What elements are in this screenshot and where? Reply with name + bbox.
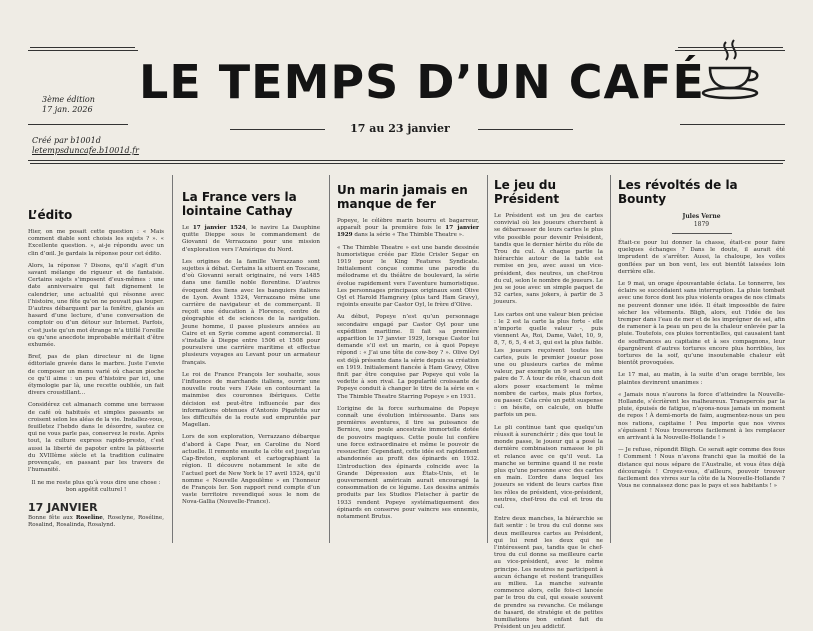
bounty-author: Jules Verne bbox=[682, 213, 721, 220]
edition-info bbox=[42, 95, 95, 115]
name-day-name: Roseline bbox=[75, 515, 103, 522]
marin-paragraph: L’origine de la force surhumaine de Popeye connaît une évolution intéressante. Dans ses premières aventures, il tire sa puissance de Bernice, une poule ancestrale immortelle dotée de pouvoirs magiques. Cette poule lui confère une force extraordinaire et même le pouvoir de ressusciter. Cependant, cette idée est rapidement abandonnée au profit des épinards en 1932. L’introduction des épinards coïncide avec la Grande Dépression aux États-Unis, et le gouvernement américain aurait encouragé la consommation de ce légume. Les dessins animés produits par les Studios Fleischer à partir de 1933 rendent Popeye systématiquement des épinards en conserve pour vaincre ses ennemis, notamment Brutus. bbox=[337, 405, 479, 520]
president-paragraph: Le pli continue tant que quelqu’un réussit à surenchérir ; dès que tout le monde passe, le joueur qui a posé la dernière combinaison ramasse le pli et relance avec ce qu’il veut. La manche se termine quand il ne reste plus qu’une personne avec des cartes en main. L’ordre dans lequel les joueurs se vident de leurs cartes fixe les rôles de président, vice-président, neutres, chef-trou du cul et trou du cul. bbox=[494, 424, 603, 510]
name-day-rest: , Roselyne, Roséline, Rosalind, Rosalinda, Rosalynd. bbox=[28, 515, 164, 529]
marin-paragraph: Au début, Popeye n’est qu’un personnage secondaire engagé par Castor Oyl pour une expédition maritime. Il fait sa première apparition le 17 janvier 1929, lorsque Castor lui demande s’il est un marin, ce à quoi Popeye répond : « J’ai une tête de cow-boy ? ». Olive Oyl est déjà présente dans la série depuis sa création en 1919. Initialement fiancée à Ham Gravy, Olive finit par être conquise par Popeye qui vole la vedette à son rival. La popularité croissante de Popeye conduit à changer le titre de la série en « The Thimble Theatre Starring Popeye » en 1931. bbox=[337, 314, 479, 400]
president-heading: Le jeu du Président bbox=[494, 178, 560, 206]
column-divider-2 bbox=[329, 175, 330, 543]
mast-bottom-rule-2 bbox=[30, 163, 783, 164]
cathay-paragraph: Lors de son exploration, Verrazzano débarque d’abord à Cape Fear, en Caroline du Nord actuelle. Il remonte ensuite la côte est jusqu’au Cap-Breton, explorant et cartographiant la région. Il découvre notamment le site de l’actuel port de New York le 17 avril 1524, qu’il nomme « Nouvelle Angoulême » en l’honneur de François Ier. Son rapport rend compte d’un vaste territoire revendiqué sous le nom de Nova-Gallia (Nouvelle-France). bbox=[182, 434, 320, 506]
edito-paragraph: Considérez cet almanach comme une terrasse de café où habitués et simples passants se croisent selon les aléas de la vie. Installez-vous, feuilletez l’hebdo dans le désordre, sautez ce qui ne vous parle pas, conservez le reste. Après tout, la culture express rapido-presto, c’est aussi la liberté de papoter entre la pâtisserie du XVIIIème siècle et la tradition culinaire provençale, en passant par les travers de l’humanité. bbox=[28, 402, 164, 474]
column-divider-3 bbox=[487, 175, 488, 543]
page-title: LE TEMPS D’UN CAFÉ bbox=[139, 55, 705, 109]
cathay-lead-rest: , le navire La Dauphine quitte Dieppe sous le commandement de Giovanni de Verrazzano pour une mission d’exploration vers l’Amérique du Nord. bbox=[182, 225, 320, 253]
edito-paragraph: Bref, pas de plan directeur ni de ligne éditoriale gravée dans le marbre. Juste l’envie de composer un menu varié où chacun pioche ce qu’il aime : un peu d’histoire par ici, une étymologie par là, une recette oubliée, un fait divers croustillant… bbox=[28, 354, 164, 397]
edito-paragraph: Alors, la réponse ? Disons, qu’il s’agit d’un savant mélange de rigueur et de fantaisie. Certains sujets s’imposent d’eux-mêmes : une date anniversaire qui fait dignement le calendrier, une actualité qui résonne avec l’histoire, une fête qu’on ne pouvait pas louper. D’autres débarquent par la fenêtre, glanés au hasard d’une lecture, d’une conversation de comptoir ou d’un détour sur Internet. Parfois, c’est juste qu’un mot étrange m’a titillé l’oreille ou qu’une anecdote improbable méritait d’être exhumée. bbox=[28, 262, 164, 349]
marin-heading: Un marin jamais en manque de fer bbox=[337, 183, 468, 211]
mast-bottom-rule bbox=[28, 160, 785, 161]
bounty-separator bbox=[672, 233, 732, 234]
top-rule-right bbox=[678, 47, 783, 48]
cathay-paragraph: Le roi de France François Ier souhaite, sous l’influence de marchands italiens, ouvrir une nouvelle route vers l’Asie en contournant la mainmise des couronnes ibériques. Cette décision est peut-être influencée par des informations obtenues d’Antonio Pigafetta sur les difficultés de la route sud empruntée par Magellan. bbox=[182, 371, 320, 429]
site-link[interactable]: letempsduncafe.b1001d.fr bbox=[32, 146, 139, 155]
marin-paragraph: « The Thimble Theatre » est une bande dessinée humoristique créée par Elzie Crisler Segar en 1919 pour le King Features Syndicate. Initialement conçue comme une parodie du mélodrame et du théâtre de boulevard, la série évolue rapidement vers l’aventure humoristique. Les personnages principaux originaux sont Olive Oyl et Harold Hamgravy (plus tard Ham Gravy), rejoints ensuite par Castor Oyl, le frère d’Olive. bbox=[337, 244, 479, 309]
cathay-heading: La France vers la lointaine Cathay bbox=[182, 190, 297, 218]
cathay-paragraph: Les origines de la famille Verrazzano sont sujettes à débat. Certains la situent en Toscane, d’où Giovanni serait originaire, né vers 1485 dans une famille noble florentine. D’autres évoquent des liens avec les banquiers italiens de Lyon. Avant 1524, Verrazzano mène une carrière de navigateur et de commerçant. Il reçoit une éducation à Florence, centre de géographie et de sciences de la navigation. Jeune homme, il passe plusieurs années au Caire et en Syrie comme agent commercial. Il s’installe à Dieppe entre 1506 et 1508 pour poursuivre une carrière maritime et effectue plusieurs voyages au Levant pour un armateur français. bbox=[182, 258, 320, 366]
bounty-year: 1879 bbox=[693, 221, 710, 228]
side-rule-right bbox=[680, 124, 785, 125]
cathay-date: 17 janvier 1524 bbox=[192, 225, 246, 231]
marin-lead-rest: dans la série « The Thimble Theatre ». bbox=[352, 232, 464, 239]
edition-number: 3ème édition bbox=[42, 95, 95, 104]
side-rule-left bbox=[28, 124, 128, 125]
cathay-lead: Le bbox=[182, 225, 193, 231]
top-rule-left-2 bbox=[28, 50, 138, 51]
bounty-paragraph: Était-ce pour lui donner la chasse, était-ce pour faire quelques échanges ? Dans le doute, il aurait été imprudent de s’arrêter. Aussi, la chaloupe, les voiles gonflées par un bon vent, les eut bientôt laissées loin derrière elle. bbox=[618, 240, 785, 275]
edito-heading: L’édito bbox=[28, 208, 73, 222]
column-divider-4 bbox=[610, 175, 611, 543]
president-paragraph: Entre deux manches, la hiérarchie se fait sentir : le trou du cul donne ses deux meilleures cartes au Président, qui lui rend les deux qui ne l’intéressent pas, tandis que le chef-trou du cul donne sa meilleure carte au vice-président, avec le même principe. Les neutres ne participent à aucun échange et restent tranquilles au milieu. La manche suivante commence alors, celle fois-ci lancée par le trou du cul, qui essaie souvent de prendre sa revanche. Ce mélange de hasard, de stratégie et de petites humiliations bon enfant fait du Président un jeu addictif. bbox=[494, 516, 603, 631]
bounty-heading: Les révoltés de la Bounty bbox=[618, 178, 738, 206]
day-heading: 17 JANVIER bbox=[28, 500, 98, 514]
issue-dates: 17 au 23 janvier bbox=[350, 122, 450, 135]
date-rule-left bbox=[230, 129, 325, 130]
bounty-paragraph: Le 17 mai, au matin, à la suite d’un orage terrible, les plaintes devinrent unanimes : bbox=[618, 372, 785, 386]
top-rule-left bbox=[30, 47, 135, 48]
column-divider-1 bbox=[172, 175, 173, 543]
name-day bbox=[28, 515, 164, 529]
edito-paragraph: Hier, on me posait cette question : « Mais comment diable sont choisis les sujets ? ». « Excellente question. », ai-je répondu avec un clin d’œil. Je gardais la réponse pour cet édito. bbox=[28, 229, 164, 257]
bounty-paragraph: Le 9 mai, un orage épouvantable éclata. Le tonnerre, les éclairs se succédaient sans interruption. La pluie tombait avec une force dont les plus violents orages de nos climats ne peuvent donner une idée. Il était impossible de faire sécher les vêtements. Bligh, alors, eut l’idée de les tremper dans l’eau de mer et de les imprégner de sel, afin de ramener à la peau un peu de la chaleur enlevée par la pluie. Toutefois, ces pluies torrentielles, qui causaient tant de souffrances au capitaine et à ses compagnons, leur épargnèrent d’autres tortures encore plus horribles, les tortures de la soif, qu’une insoutenable chaleur eût bientôt provoquées. bbox=[618, 281, 785, 367]
name-day-lead: Bonne fête aux bbox=[28, 515, 76, 522]
marin-column bbox=[337, 183, 479, 543]
credit-author: Créé par b1001d bbox=[32, 136, 101, 145]
cathay-paragraph bbox=[182, 225, 320, 254]
president-paragraph: Les cartes ont une valeur bien précise : le 2 est la carte la plus forte - elle n’importe quelle valeur -, puis viennent As, Roi, Dame, Valet, 10, 9, 8, 7, 6, 5, 4 et 3, qui est la plus faible. Les joueurs reçoivent toutes les cartes, puis le premier joueur pose une ou plusieurs cartes de même valeur, par exemple un 9 seul ou une paire de 7. À tour de rôle, chacun doit alors poser exactement le même nombre de cartes, mais plus fortes, ou passer. Cela crée un petit suspense : on hésite, on calcule, on bluffe parfois un peu. bbox=[494, 311, 603, 419]
edition-date: 17 jan. 2026 bbox=[42, 105, 93, 114]
bounty-paragraph: — Je refuse, répondit Bligh. Ce serait agir comme des fous ! Comment ! Nous n’avons franchi que la moitié de la distance qui nous sépare de l’Australie, et vous êtes déjà découragés ! Croyez-vous, d’ailleurs, pouvoir trouver facilement des vivres sur la côte de la Nouvelle-Hollande ? Vous ne connaissez donc pas le pays et ses habitants ! » bbox=[618, 447, 785, 490]
marin-lead: Popeye, le célèbre marin bourru et bagarreur, apparaît pour la première fois le bbox=[337, 218, 479, 232]
president-paragraph: Le Président est un jeu de cartes convivial où les joueurs cherchent à se débarrasser de leurs cartes le plus vite possible pour devenir Président, tandis que le dernier hérite du rôle de Trou du cul. À chaque partie la hiérarchie autour de la table est remise en jeu, avec aussi un vice-président, des neutres, un chef-trou du cul, selon le nombre de joueurs. Le jeu se joue avec un simple paquet de 52 cartes, sans jokers, à partir de 3 joueurs. bbox=[494, 213, 603, 306]
president-column bbox=[494, 178, 603, 631]
cathay-column bbox=[182, 190, 320, 543]
edito-closing: Il ne me reste plus qu’à vous dire une chose : bon appétit culturel ! bbox=[31, 479, 161, 493]
marin-paragraph bbox=[337, 218, 479, 240]
bounty-column bbox=[618, 178, 785, 543]
date-rule-right bbox=[478, 129, 573, 130]
edito-column bbox=[28, 208, 164, 543]
top-rule-right-2 bbox=[675, 50, 785, 51]
bounty-paragraph: « Jamais nous n’aurons la force d’atteindre la Nouvelle-Hollande, s’écrièrent les malheureux. Transpercés par la pluie, épuisés de fatigue, n’ayons-nous jamais un moment de repos ! À demi-morts de faim, augmentez-nous un peu nos rations, capitaine ! Peu importe que nos vivres s’épuisent ! Nous trouverons facilement à les remplacer en arrivant à la Nouvelle-Hollande ! » bbox=[618, 391, 785, 442]
credit-info bbox=[32, 136, 139, 156]
marin-date: 17 janvier 1929 bbox=[337, 225, 479, 239]
